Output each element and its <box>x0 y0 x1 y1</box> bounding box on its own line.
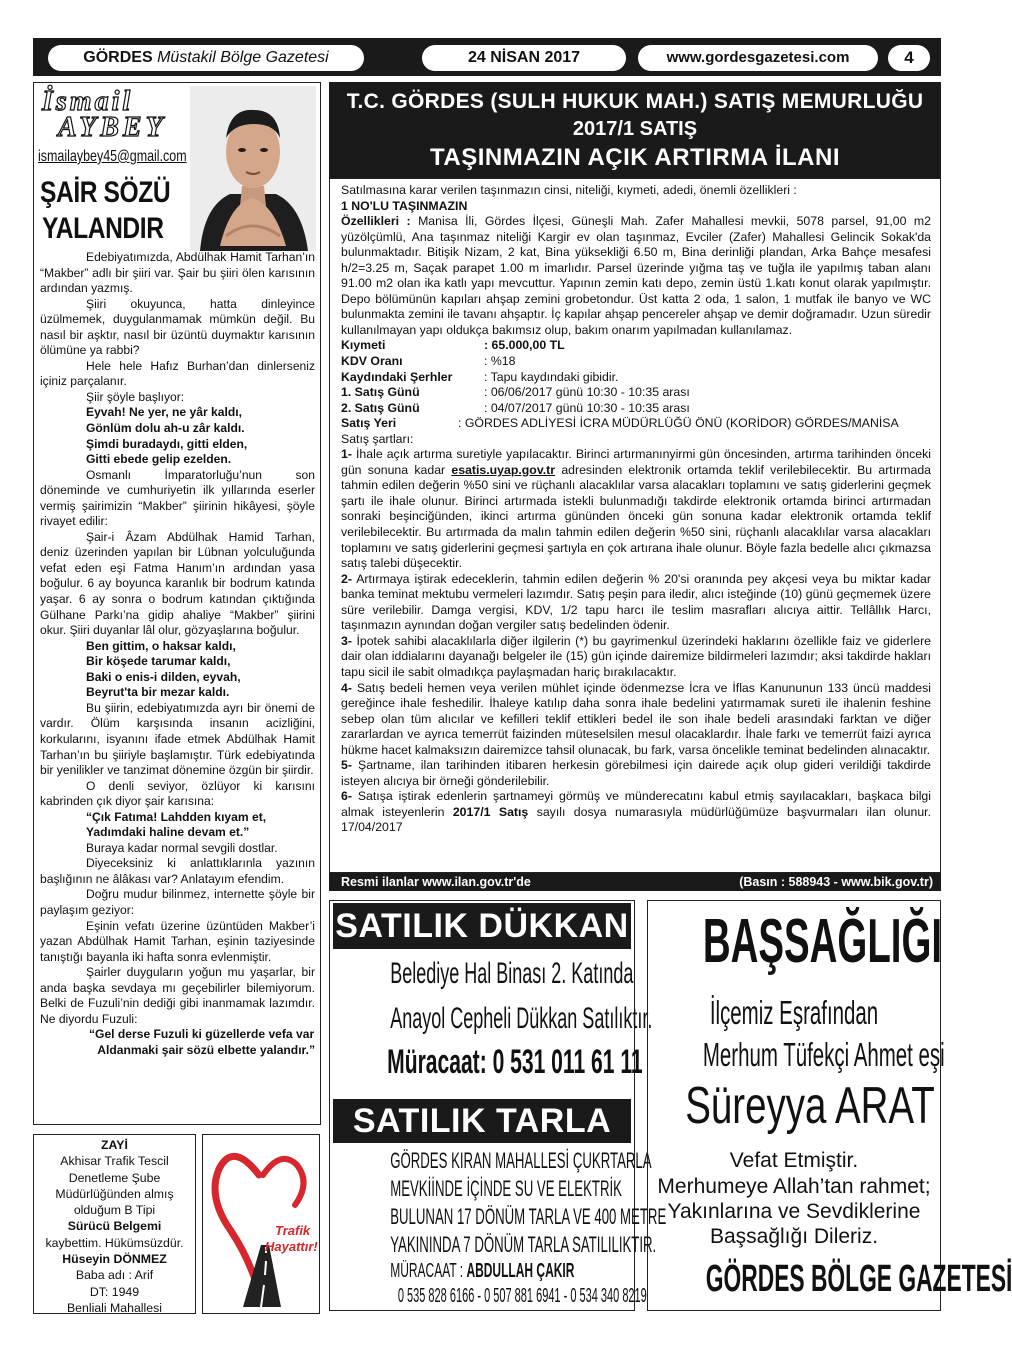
ilan-head-line2: 2017/1 SATIŞ <box>572 118 698 140</box>
ilan-place-row <box>341 416 931 432</box>
place-value: : GÖRDES ADLİYESİ İCRA MÜDÜRLÜĞÜ ÖNÜ (KORİDOR) GÖRDES/MANİSA <box>458 416 899 431</box>
tarla-line <box>329 1204 667 1230</box>
c2: Artırmaya iştirak edeceklerin, tahmin edilen değerin % 20'si oranında pey akçesi veya bu miktar kadar banka teminat mektubu vermeleri lazımdır. Satış peşin para iledir, alıcı isteğinde (10) günü geçmemek üzere süre verilebilir. Damga vergisi, KDV, 1/2 tapu harcı ile teslim masrafları alıcıya aittir. Tellâllık Harcı, taşınmazın aynından doğan vergiler satış bedelinden ödenir. <box>341 571 931 633</box>
column-paragraph: Şiiri okuyunca, hatta dinleyince üzülmemek, duygulanmamak mümkün değil. Bu nasıl bir aşktır, nasıl bir üzüntü duymaktır karısının ölümüne ya rabbi? <box>40 296 315 358</box>
trafik-hayattir-logo <box>202 1134 320 1314</box>
paper-name <box>48 45 364 71</box>
column-paragraph: Yadımdaki haline devam et.” <box>86 825 250 840</box>
zayi-line: Baba adı : Arif <box>75 1268 154 1283</box>
tarla-line <box>329 1232 657 1258</box>
place-label: Satış Yeri <box>341 416 397 431</box>
c1b: adresinden elektronik ortamda teklif verilebilecektir. Bu artırmada tahmin edilen değerin %50 sini ve rüçhanlı alacaklılar varsa alacakları toplamını ve satış giderlerini geçmek şartı ile ihale olunur. Birinci artırmada istekli bulunmadığı takdirde elektronik ortamda birinci artırmadan sonraki beşinciğünden, ikinci artırma gününden önceki gün sonuna kadar elektronik ortamda teklif verilebilecektir. Bu artırmada da malın tahmin edilen değerin %50 sini, rüçhanlı alacaklılar varsa alacakları toplamını ve satış giderlerini geçmesi şartıyla en çok artırana ihale olunur. Böyle fazla bedelle alıcı çıkmazsa satış talebi düşecektir. <box>341 462 931 571</box>
ilan-kv-row <box>341 401 931 417</box>
zayi-line: Akhisar Trafik Tescil <box>60 1154 169 1169</box>
satilik-dukkan-head: SATILIK DÜKKAN <box>333 903 631 949</box>
column-paragraph: Aldanmaki şair sözü elbette yalandır.” <box>97 1042 315 1057</box>
column-paragraph: Bu şiirin, edebiyatımızda ayrı bir önemi de vardır. Ölüm karşısında insanın acizliğini, korkularını, isyanını ifade etmek Abdülhak Hamit Tarhan’ın bu şiiriyle başlamıştır. Türk edebiyatında bir yenilikler ve tanzimat dönemine özgün bir şiirdir. <box>40 700 315 778</box>
column-paragraph: Gönlüm dolu ah-u zâr kaldı. <box>86 421 245 436</box>
column-title-line1: ŞAİR SÖZÜ <box>40 176 171 209</box>
issue-date: 24 NİSAN 2017 <box>422 45 626 71</box>
tarla-contact <box>329 1260 635 1283</box>
tarla-phones: 0 535 828 6166 - 0 507 881 6941 - 0 534 340 8219 <box>397 1285 647 1307</box>
bassagligi-line6: Başsağlığı Dileriz. <box>709 1225 879 1248</box>
ilan-kv-row <box>341 370 931 386</box>
bassagligi-line1: İlçemiz Eşrafından <box>709 994 879 1031</box>
column-paragraph: Bir köşede tarumar kaldı, <box>86 654 231 669</box>
column-paragraph: Beyrut'ta bir mezar kaldı. <box>86 685 230 700</box>
column-paragraph: Eşinin vefatı üzerine üzüntüden Makber’i yazan Abdülhak Hamit Tarhan, eşinin taziyesinde tanıştığı bayanla iki hafta sonra evlenmiştir. <box>40 918 315 964</box>
trafik-logo-text2: Hayattır! <box>265 1239 318 1254</box>
condition-1 <box>341 447 931 571</box>
dukkan-line1: Belediye Hal Binası 2. Katında <box>390 957 634 990</box>
column-title-line2: YALANDIR <box>42 212 164 245</box>
column-paragraph: Baki o enis-i dilden, eyvah, <box>86 669 241 684</box>
deceased-name: Süreyya ARAT <box>685 1077 935 1135</box>
author-email[interactable]: ismailaybey45@gmail.com <box>38 148 187 165</box>
tarla-contact-label: MÜRACAAT : <box>390 1260 464 1282</box>
c2-num: 2- <box>341 571 352 586</box>
column-paragraph: Gitti ebede gelip ezelden. <box>86 452 232 467</box>
kv-key: Kıymeti <box>341 338 386 353</box>
c4-num: 4- <box>341 680 352 695</box>
kv-key: 2. Satış Günü <box>341 400 420 415</box>
column-paragraph: O denli seviyor, özlüyor ki karısını kabrinden çık diyor şair karısına: <box>40 778 315 809</box>
c3: İpotek sahibi alacaklılarla diğer ilgilerin (*) bu gayrimenkul üzerindeki haklarını özellikle faiz ve giderlere dair olan iddialarını dayanağı belgeler ile (15) gün içinde dairemize bildirmeleri lazımdır; aksi takdirde hakları tapu sicil ile sabit olmadıkça paylaşmadan hariç bırakılacaktır. <box>341 633 932 679</box>
c6-num: 6- <box>341 789 352 804</box>
bassagligi-line2: Merhum Tüfekçi Ahmet eşi <box>702 1036 945 1073</box>
bassagligi-signature: GÖRDES BÖLGE GAZETESİ <box>705 1258 1012 1300</box>
ilan-head-line1: T.C. GÖRDES (SULH HUKUK MAH.) SATIŞ MEMURLUĞU <box>346 90 924 113</box>
c6b: sayılı dosya numarasıyla müdürlüğümüze başvurmaları ilan olunur. 17/04/2017 <box>341 804 931 835</box>
tarla-line-text: YAKININDA 7 DÖNÜM TARLA SATILILIKTIR. <box>390 1232 657 1257</box>
c6-bold: 2017/1 Satış <box>452 804 529 819</box>
ilan-body <box>341 183 931 836</box>
column-paragraph: Osmanlı İmparatorluğu’nun son döneminde ve cumhuriyetin ilk yıllarında eserler vermiş şairimizin “Makber” şiirinin hikâyesi, şöyle rivayet edilir: <box>40 467 315 529</box>
column-paragraph: Şiir şöyle başlıyor: <box>86 389 185 404</box>
c5-num: 5- <box>341 758 352 773</box>
author-first-name: İsmail <box>42 86 134 117</box>
column-paragraph: Şair-i Âzam Abdülhak Hamid Tarhan, deniz üzerinden yapılan bir Lübnan yolculuğunda vefat eden eşi Fatma Hanım’ın ardından yasa boğulur. 6 ay boyunca karanlık bir bodrum katında yaşar. 6 ay sonra o bodrum katından çıktığında Gülhane Parkı’na gidip ahaliye “Makber” şiirini okur. Şiiri duyanlar lâl olur, gözyaşlarına boğulur. <box>40 529 315 638</box>
column-paragraph: Şairler duyguların yoğun mu yaşarlar, bir anda başka sevdaya mı geçebilirler bilemiyorum. Belki de Fuzuli’nin dediği gibi inanmamak lazımdır. Ne diyordu Fuzuli: <box>40 965 315 1026</box>
c1-num: 1- <box>341 447 352 462</box>
ilan-footer-right[interactable]: (Basın : 588943 - www.bik.gov.tr) <box>739 875 933 889</box>
paper-name-rest: Müstakil Bölge Gazetesi <box>157 49 329 66</box>
bassagligi-head: BAŞSAĞLIĞI <box>702 907 943 976</box>
c3-num: 3- <box>341 633 352 648</box>
column-paragraph: Buraya kadar normal sevgili dostlar. <box>86 840 278 855</box>
ilan-item-title: 1 NO'LU TAŞINMAZIN <box>341 198 468 213</box>
features-text: Manisa İli, Gördes İlçesi, Güneşli Mah. Zafer Mahallesi mevkii, 5078 parsel, 91,00 m2 yüzölçümlü, Ana taşınmaz niteliği Kargir ev olan taşınmaz, Evciler (Zafer) Mahallesi Gelincik Sokak'da bulunmaktadır. Bitişik Nizam, 2 kat, Bina yüksekliği 6.50 m, Bina derinliği plandan, Arka Bahçe mesafesi h/2=3.25 m, Saçak parapet 1.00 m imarlıdır. Parsel üzerinde yığma taş ve tuğla ile yapılmış taban alanı 91.00 m2 olan ika katlı yapı mevcuttur. Yapının zemin katı depo, zemin üstü 1.katı konut olarak yapılmıştır. Depo bölümünün kapıları ahşap zemini grobetondur. Üst katta 2 oda, 1 salon, 1 mutfak ile banyo ve WC bulunmakta zemini ile tavanı ahşaptır. İç kapılar ahşap pencereler ahşap ve demir doğramadır. Uzun süredir kullanılmayan yapı oldukça bakımsız olup, bakım onarım yapılmadan kullanılamaz. <box>341 214 931 337</box>
c6a: Satışa iştirak edenlerin şartnameyi görmüş ve münderecatını kabul etmiş sayılacakları, başkaca bilgi almak isteyenlerin <box>341 789 931 819</box>
ilan-kv-row <box>341 354 931 370</box>
column-paragraph: Ben gittim, o haksar kaldı, <box>86 638 236 653</box>
condition-5 <box>341 758 931 789</box>
c4: Satış bedeli hemen veya verilen mühlet içinde ödenmezse İcra ve İflas Kanununun 133 üncü maddesi gereğince ihale feshedilir. İhaleye katılıp daha sonra ihale bedelini yatırmamak sureti ile ihalenin feshine sebep olan tüm alıcılar ve kefilleri teklif ettikleri bedel ile son ihale bedeli arasındaki farktan ve diğer zararlardan ve ayrıca temerrüt faizinden müteselsilen mesul olacaklardır. İhale farkı ve temerrüt faizi ayrıca hükme hacet kalmaksızın dairemizce tahsil olunacak, bu fark, varsa öncelikle teminat bedelinden alınacaktır. <box>341 680 931 757</box>
kv-key: Kaydındaki Şerhler <box>341 369 453 384</box>
ilan-features <box>341 214 931 338</box>
ilan-kv-row <box>341 385 931 401</box>
esatis-link[interactable]: esatis.uyap.gov.tr <box>451 462 556 477</box>
column-paragraph: “Gel derse Fuzuli ki güzellerde vefa var <box>89 1027 315 1042</box>
column-paragraph: Doğru mudur bilinmez, internette şöyle bir paylaşım geziyor: <box>40 887 315 917</box>
tarla-line-text: BULUNAN 17 DÖNÜM TARLA VE 400 METRE <box>390 1204 667 1229</box>
kv-key: 1. Satış Günü <box>341 385 420 400</box>
condition-2 <box>341 572 931 634</box>
kv-value: : 65.000,00 TL <box>484 338 565 353</box>
bassagligi-line5: Yakınlarına ve Sevdiklerine <box>667 1200 921 1223</box>
features-label: Özellikleri : <box>341 214 411 229</box>
kv-value: : 06/06/2017 günü 10:30 - 10:35 arası <box>484 385 690 400</box>
tarla-line <box>329 1148 652 1174</box>
ilan-footer <box>329 873 941 891</box>
website-link[interactable]: www.gordesgazetesi.com <box>638 45 878 71</box>
column-paragraph: Edebiyatımızda, Abdülhak Hamit Tarhan’ın “Makber” adlı bir şiiri var. Şair bu şiiri ölen karısının ardından yazmış. <box>40 250 315 296</box>
zayi-line: Denetleme Şube <box>68 1170 161 1185</box>
c5: Şartname, ilan tarihinden itibaren herkesin görebilmesi için dairede açık olup gideri verildiği takdirde isteyen alıcıya bir örneği gönderilebilir. <box>341 758 931 788</box>
tarla-contact-name: ABDULLAH ÇAKIR <box>466 1260 575 1282</box>
zayi-line: kaybettim. Hükümsüzdür. <box>45 1235 184 1250</box>
zayi-line: DT: 1949 <box>89 1284 140 1299</box>
column-body <box>40 250 315 1058</box>
condition-6 <box>341 789 931 836</box>
condition-3 <box>341 634 931 681</box>
c1a: İhale açık artırma suretiyle yapılacaktır. Birinci artırmanınyirmi gün öncesinden, artırma tarihinden önceki gün sonuna kadar <box>341 447 931 477</box>
ilan-intro: Satılmasına karar verilen taşınmazın cinsi, niteliği, kıymeti, adedi, önemli özellikleri : <box>341 183 797 197</box>
zayi-line: Hüseyin DÖNMEZ <box>62 1252 167 1267</box>
kv-value: : %18 <box>484 354 516 369</box>
tarla-line-text: MEVKİİNDE İÇİNDE SU VE ELEKTRİK <box>390 1176 622 1201</box>
ilan-header <box>329 82 941 178</box>
zayi-line: Sürücü Belgemi <box>67 1219 162 1234</box>
kv-value: : 04/07/2017 günü 10:30 - 10:35 arası <box>484 400 690 415</box>
condition-4 <box>341 681 931 759</box>
zayi-notice <box>33 1134 196 1314</box>
ilan-head-line3: TAŞINMAZIN AÇIK ARTIRMA İLANI <box>429 144 840 171</box>
bassagligi-line3: Vefat Etmiştir. <box>729 1149 859 1172</box>
ilan-footer-left[interactable]: Resmi ilanlar www.ilan.gov.tr'de <box>341 875 531 889</box>
zayi-title: ZAYİ <box>101 1138 128 1152</box>
author-last-name: AYBEY <box>58 112 167 143</box>
column-paragraph: Diyeceksiniz ki anlattıklarınla yazının başlığının ne âlâkası var? Anlatayım efendim. <box>40 856 315 886</box>
paper-name-bold: GÖRDES <box>83 49 153 66</box>
bassagligi-line4: Merhumeye Allah’tan rahmet; <box>657 1175 931 1198</box>
page-number: 4 <box>888 45 930 71</box>
trafik-logo-text1: Trafik <box>275 1223 311 1238</box>
zayi-line: Müdürlüğünden almış <box>55 1186 174 1201</box>
author-photo <box>190 86 316 251</box>
tarla-line-text: GÖRDES KIRAN MAHALLESİ ÇUKRTARLA <box>390 1148 652 1173</box>
satilik-tarla-head: SATILIK TARLA <box>333 1099 631 1143</box>
dukkan-line2: Anayol Cepheli Dükkan Satılıktır. <box>390 1002 653 1035</box>
kv-key: KDV Oranı <box>341 354 403 369</box>
kv-value: : Tapu kaydındaki gibidir. <box>484 369 619 384</box>
zayi-line: olduğum B Tipi <box>73 1203 156 1218</box>
tarla-line <box>329 1176 635 1202</box>
column-paragraph: “Çık Fatıma! Lahdden kıyam et, <box>86 809 267 824</box>
column-paragraph: Hele hele Hafız Burhan’dan dinlerseniz içiniz parçalanır. <box>40 358 315 389</box>
conditions-label: Satış şartları: <box>341 431 414 446</box>
zayi-line: Benliali Mahallesi <box>66 1300 162 1315</box>
ilan-kv-row <box>341 338 931 354</box>
column-paragraph: Eyvah! Ne yer, ne yâr kaldı, <box>86 405 242 420</box>
dukkan-phone: Müracaat: 0 531 011 61 11 <box>387 1043 643 1081</box>
column-paragraph: Şimdi buradaydı, gitti elden, <box>86 436 248 451</box>
